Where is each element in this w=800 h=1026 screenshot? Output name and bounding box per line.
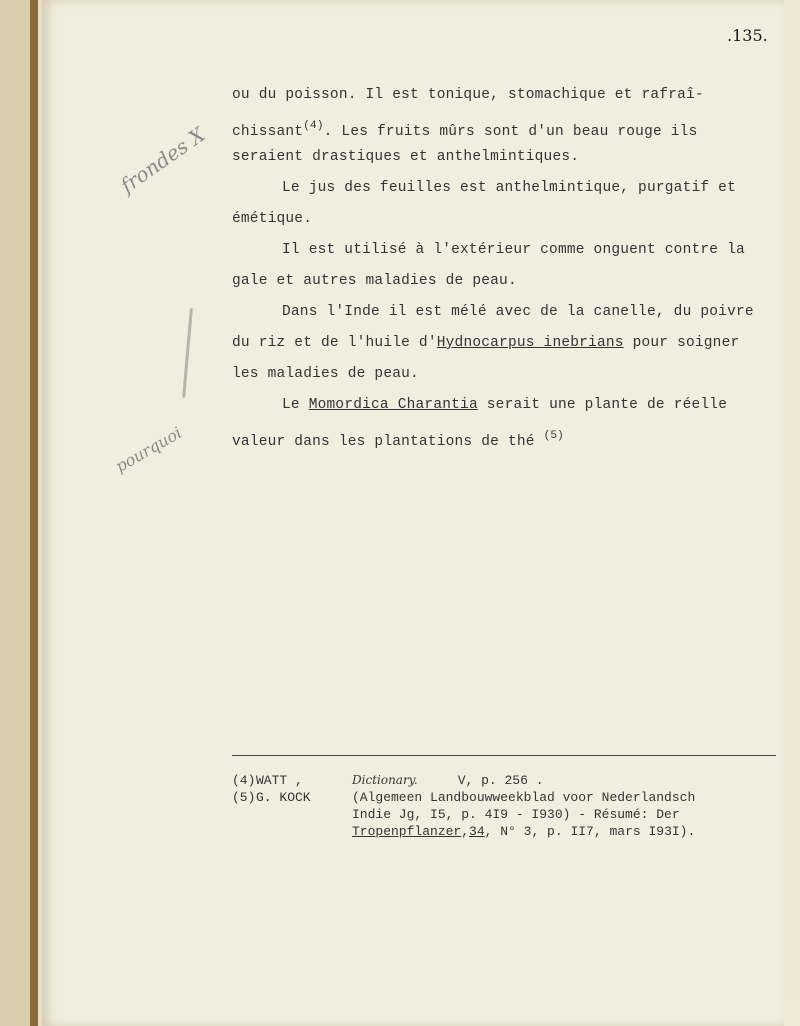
- text-line: du riz et de l'huile d'Hydnocarpus inebrians pour soigner: [232, 335, 740, 351]
- body-text: [232, 80, 792, 452]
- text-line: les maladies de peau.: [232, 366, 419, 382]
- text-line: Il est utilisé à l'extérieur comme onguent contre la: [282, 242, 745, 258]
- text-line: émétique.: [232, 211, 313, 227]
- footnote-5-cont: Tropenpflanzer,34, N° 3, p. II7, mars I93I).: [352, 824, 696, 839]
- binding-edge: [0, 0, 30, 1026]
- margin-annotation-2: pourquoi: [112, 422, 185, 477]
- footnote-5-cont: Indie Jg, I5, p. 4I9 - I930) - Résumé: Der: [352, 807, 680, 822]
- text-line: Dans l'Inde il est mélé avec de la canelle, du poivre: [282, 304, 754, 320]
- footnote-divider: [232, 755, 776, 756]
- text-line: Le Momordica Charantia serait une plante de réelle: [282, 397, 728, 413]
- text-line: seraient drastiques et anthelmintiques.: [232, 149, 580, 165]
- footnote-5: (5)G. KOCK (Algemeen Landbouwweekblad voor Nederlandsch: [232, 790, 696, 805]
- species-name: Hydnocarpus inebrians: [436, 335, 624, 351]
- text-line: Le jus des feuilles est anthelmintique, purgatif et: [282, 180, 736, 196]
- handwritten-insert: Dictionary.: [352, 773, 418, 787]
- binding-spine: [30, 0, 38, 1026]
- footnotes: [232, 772, 695, 840]
- text-line: gale et autres maladies de peau.: [232, 273, 517, 289]
- text-line: ou du poisson. Il est tonique, stomachique et rafraî-: [232, 87, 704, 103]
- footnote-4: (4)WATT , Dictionary. V, p. 256 .: [232, 773, 544, 788]
- footnote-ref-4: (4): [303, 120, 324, 132]
- species-name: Momordica Charantia: [308, 397, 478, 413]
- footnote-ref-5: (5): [543, 430, 564, 442]
- text-line: chissant$^{(4)}$. Les fruits mûrs sont d'un beau rouge ils: [232, 120, 698, 140]
- text-line: valeur dans les plantations de thé $^{(5)}$: [232, 430, 564, 450]
- margin-annotation-1: frondes X: [115, 122, 210, 198]
- page-number: .135.: [727, 26, 768, 45]
